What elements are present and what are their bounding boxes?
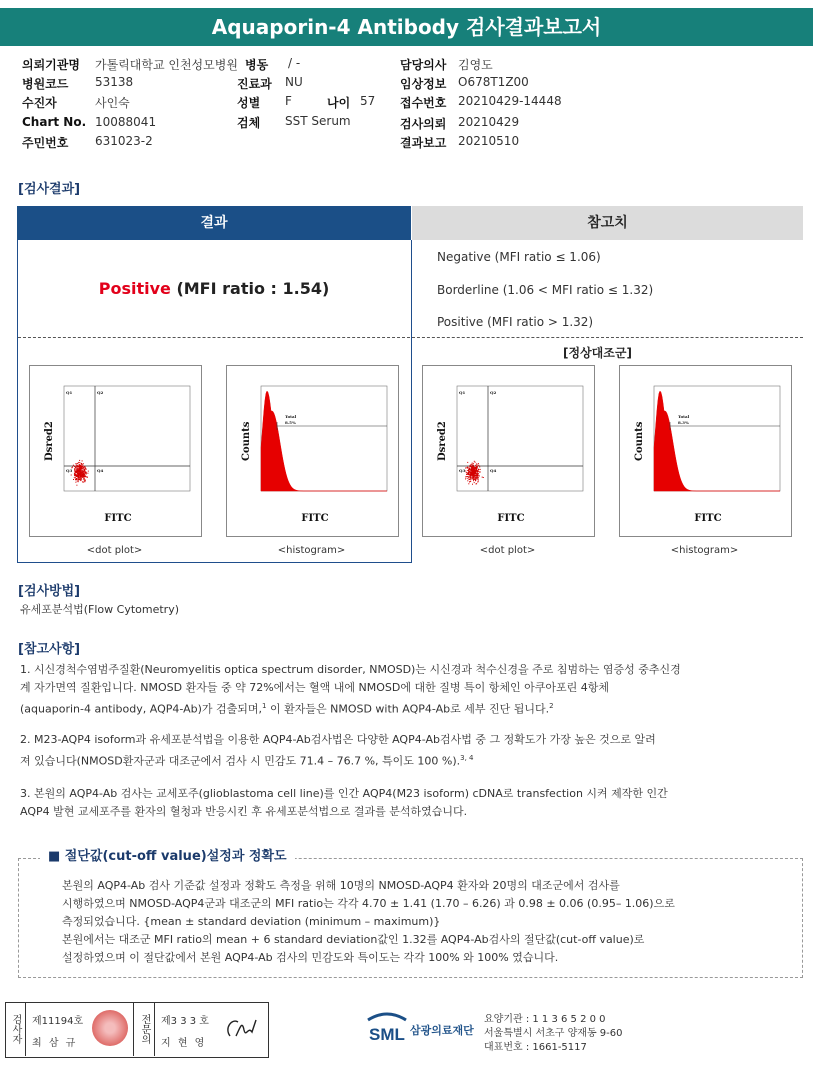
- reference-tab: 참고치: [412, 206, 803, 240]
- notes-heading: [참고사항]: [18, 642, 81, 657]
- org-name: 삼광의료재단: [410, 1024, 474, 1037]
- note-1-line-1: 1. 시신경척수염범주질환(Neuromyelitis optica spectrum disorder, NMOSD)는 시신경과 척수신경을 주로 침범하는 염증성 중추신경: [20, 663, 681, 676]
- clinical-info-value: O678T1Z00: [458, 75, 529, 89]
- gate-label: Total: [678, 414, 690, 419]
- chart-no-value: 10088041: [95, 115, 157, 129]
- note-2-line-2a: 져 있습니다(NMOSD환자군과 대조군에서 검사 시 민감도 71.4 – 76.7 %, 특이도 100 %).: [20, 754, 461, 768]
- cutoff-line-3: 측정되었습니다. {mean ± standard deviation (minimum – maximum)}: [62, 915, 441, 928]
- client-value: 가톨릭대학교 인천성모병원: [95, 58, 238, 72]
- note-3-line-1: 3. 본원의 AQP4-Ab 검사는 교세포주(glioblastoma cell line)를 인간 AQP4(M23 isoform) cDNA로 transfection 시켜 제작한 인간: [20, 787, 668, 800]
- control-histogram-svg: [620, 366, 791, 536]
- note-1-line-3: [20, 697, 805, 719]
- patient-histogram-svg: [227, 366, 398, 536]
- note-1-ref-2: 2: [549, 702, 554, 710]
- dot-ylabel: Dsred2: [437, 421, 448, 461]
- doctor-label: 담당의사: [400, 58, 447, 72]
- note-1: [20, 661, 805, 719]
- age-label: 나이: [327, 96, 351, 110]
- quadrant-q2: Q2: [490, 390, 497, 395]
- quadrant-q4: Q4: [490, 468, 497, 473]
- result-mfi: (MFI ratio : 1.54): [176, 279, 330, 298]
- cutoff-line-2: 시행하였으며 NMOSD-AQP4군과 대조군의 MFI ratio는 각각 4.70 ± 1.41 (1.70 – 6.26) 과 0.98 ± 0.06 (0.95– 1.06)으로: [62, 897, 675, 910]
- receipt-no-label: 접수번호: [400, 96, 447, 110]
- patient-dot-caption: <dot plot>: [86, 545, 143, 556]
- specimen-label: 검체: [237, 116, 261, 130]
- examiner-name: 최 삼 규: [32, 1038, 78, 1049]
- org-address: 서울특별시 서초구 양재동 9-60: [484, 1028, 623, 1039]
- quadrant-q4: Q4: [97, 468, 104, 473]
- examiner-seal: [92, 1010, 128, 1046]
- patient-histogram: [226, 365, 399, 537]
- specialist-signature: [222, 1010, 262, 1046]
- ward-value: / -: [288, 56, 301, 70]
- control-dot-caption: <dot plot>: [479, 545, 536, 556]
- receipt-no-value: 20210429-14448: [458, 94, 562, 108]
- reference-divider: [412, 337, 803, 338]
- quadrant-q1: Q1: [66, 390, 73, 395]
- result-heading: [검사결과]: [18, 182, 81, 197]
- note-3: [20, 785, 805, 821]
- method-text: 유세포분석법(Flow Cytometry): [20, 603, 180, 616]
- histogram-peak: [261, 391, 387, 491]
- clinical-info-label: 임상정보: [400, 77, 447, 91]
- org-code: 요양기관 : 1 1 3 6 5 2 0 0: [484, 1014, 606, 1025]
- resident-no-label: 주민번호: [22, 136, 69, 150]
- examiner-license: 제11194호: [32, 1016, 84, 1027]
- control-hist-caption: <histogram>: [670, 545, 739, 556]
- control-dot-plot-svg: [423, 366, 594, 536]
- age-value: 57: [360, 94, 376, 108]
- report-date-value: 20210510: [458, 134, 520, 148]
- ward-label: 병동: [245, 58, 269, 72]
- cutoff-line-5: 설정하였으며 이 절단값에서 본원 AQP4-Ab 검사의 민감도와 특이도는 각각 100% 와 100% 였습니다.: [62, 951, 559, 964]
- histogram-peak: [654, 391, 780, 491]
- quadrant-q3: Q3: [459, 468, 466, 473]
- note-1-line-2: 계 자가면역 질환입니다. NMOSD 환자들 중 약 72%에서는 혈액 내에 NMOSD에 대한 질병 특이 항체인 아쿠아포린 4항체: [20, 681, 609, 694]
- request-date-label: 검사의뢰: [400, 117, 447, 131]
- control-label: [정상대조군]: [563, 346, 632, 360]
- note-2-line-2: [20, 749, 805, 771]
- result-tab: 결과: [17, 206, 411, 240]
- note-1-line-3b: 이 환자들은 NMOSD with AQP4-Ab로 세부 진단 됩니다.: [266, 702, 550, 716]
- result-divider: [18, 337, 410, 338]
- patient-hist-caption: <histogram>: [277, 545, 346, 556]
- specialist-label: 전문의: [133, 1002, 155, 1056]
- note-2-refs: 3, 4: [460, 754, 474, 762]
- sml-logo-text: SML: [369, 1025, 405, 1044]
- resident-no-value: 631023-2: [95, 134, 153, 148]
- quadrant-q3: Q3: [66, 468, 73, 473]
- specialist-name: 지 현 영: [161, 1038, 207, 1049]
- hist-xlabel: FITC: [301, 513, 329, 524]
- patient-dot-plot-svg: [30, 366, 201, 536]
- result-positive: Positive: [98, 279, 171, 298]
- specimen-value: SST Serum: [285, 114, 351, 128]
- note-2: [20, 731, 805, 771]
- dot-points: [465, 461, 484, 485]
- report-date-label: 결과보고: [400, 136, 447, 150]
- cutoff-text: [62, 877, 792, 967]
- hist-xlabel: FITC: [694, 513, 722, 524]
- reference-positive: Positive (MFI ratio > 1.32): [437, 315, 594, 329]
- note-3-line-2: AQP4 발현 교세포주를 환자의 혈청과 반응시킨 후 유세포분석법으로 결과를 분석하였습니다.: [20, 805, 468, 818]
- control-dot-plot: [422, 365, 595, 537]
- reference-negative: Negative (MFI ratio ≤ 1.06): [437, 250, 601, 264]
- sex-label: 성별: [237, 96, 261, 110]
- patient-dot-plot: [29, 365, 202, 537]
- department-value: NU: [285, 75, 303, 89]
- note-2-line-1: 2. M23-AQP4 isoform과 유세포분석법을 이용한 AQP4-Ab검사법은 다양한 AQP4-Ab검사법 중 그 정확도가 가장 높은 것으로 알려: [20, 733, 656, 746]
- cutoff-line-4: 본원에서는 대조군 MFI ratio의 mean + 6 standard deviation값인 1.32를 AQP4-Ab검사의 절단값(cut-off value)로: [62, 933, 645, 946]
- note-1-line-3a: (aquaporin-4 antibody, AQP4-Ab)가 검출되며,: [20, 702, 263, 716]
- department-label: 진료과: [237, 77, 272, 91]
- quadrant-q1: Q1: [459, 390, 466, 395]
- sml-logo-icon: [364, 1010, 410, 1048]
- patient-label: 수진자: [22, 96, 57, 110]
- gate-percent: 8.3%: [678, 420, 689, 425]
- dot-xlabel: FITC: [497, 513, 525, 524]
- hospital-code-label: 병원코드: [22, 77, 69, 91]
- patient-value: 사인숙: [95, 96, 130, 110]
- result-line: [17, 279, 411, 298]
- request-date-value: 20210429: [458, 115, 520, 129]
- chart-no-label: Chart No.: [22, 115, 87, 129]
- report-title: Aquaporin-4 Antibody 검사결과보고서: [0, 8, 813, 46]
- hist-ylabel: Counts: [241, 421, 252, 461]
- reference-borderline: Borderline (1.06 < MFI ratio ≤ 1.32): [437, 283, 654, 297]
- dot-points: [71, 460, 89, 486]
- cutoff-line-1: 본원의 AQP4-Ab 검사 기준값 설정과 정확도 측정을 위해 10명의 NMOSD-AQP4 환자와 20명의 대조군에서 검사를: [62, 879, 620, 892]
- hist-ylabel: Counts: [634, 421, 645, 461]
- client-label: 의뢰기관명: [22, 58, 80, 72]
- gate-percent: 8.5%: [285, 420, 296, 425]
- note-1-ref-1: 1: [262, 702, 267, 710]
- hospital-code-value: 53138: [95, 75, 134, 89]
- org-phone: 대표번호 : 1661-5117: [484, 1042, 587, 1053]
- gate-label: Total: [285, 414, 297, 419]
- doctor-value: 김영도: [458, 58, 493, 72]
- dot-xlabel: FITC: [104, 513, 132, 524]
- cutoff-heading: ■ 절단값(cut-off value)설정과 정확도: [40, 845, 295, 864]
- method-heading: [검사방법]: [18, 584, 81, 599]
- specialist-license: 제3 3 3 호: [161, 1016, 209, 1027]
- quadrant-q2: Q2: [97, 390, 104, 395]
- sex-value: F: [285, 94, 292, 108]
- examiner-label: 검사자: [5, 1002, 26, 1056]
- dot-ylabel: Dsred2: [44, 421, 55, 461]
- control-histogram: [619, 365, 792, 537]
